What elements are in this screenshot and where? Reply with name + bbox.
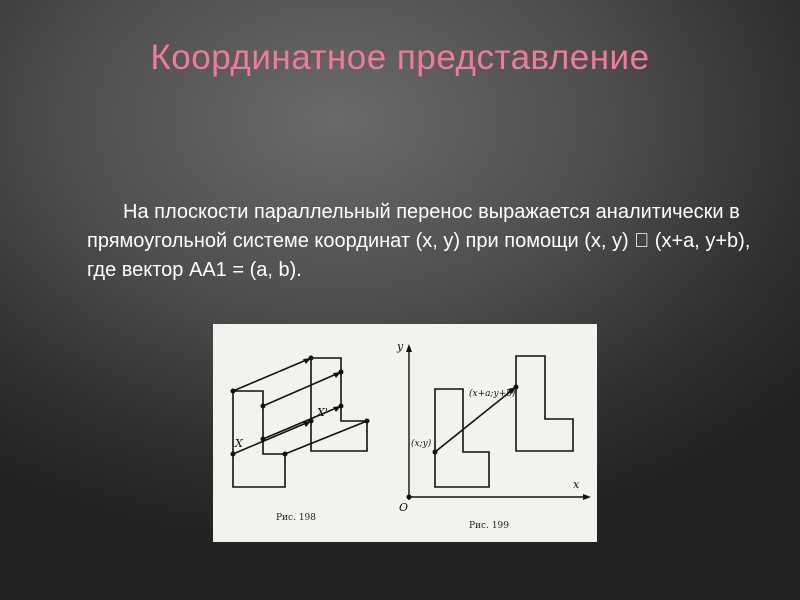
point-xy-label: (x;y) xyxy=(411,439,432,449)
axis-y-label: y xyxy=(397,340,404,353)
caption-right: Рис. 199 xyxy=(469,521,509,531)
caption-left: Рис. 198 xyxy=(276,513,316,523)
vector-1 xyxy=(233,358,311,391)
vector-2 xyxy=(263,372,341,406)
point-shifted-label: (x+a;y+b) xyxy=(469,389,516,399)
right-original-shape xyxy=(435,389,489,487)
slide-body-text xyxy=(87,198,777,285)
label-x-prime: X' xyxy=(317,406,328,419)
vector-4 xyxy=(263,406,341,439)
axis-x-label: x xyxy=(573,478,580,491)
slide-title: Координатное представление xyxy=(150,38,650,77)
translation-figure xyxy=(213,324,597,542)
figure-drawing xyxy=(213,324,597,542)
right-translated-shape xyxy=(516,356,573,451)
label-x: X xyxy=(235,437,243,450)
origin-label: O xyxy=(399,501,409,514)
body-paragraph: На плоскости параллельный перенос выражается аналитически в прямоугольной системе координат (x, y) при помощи (x, y) (x+a, y+b), где вектор AA1 = (a, b). xyxy=(87,201,765,281)
